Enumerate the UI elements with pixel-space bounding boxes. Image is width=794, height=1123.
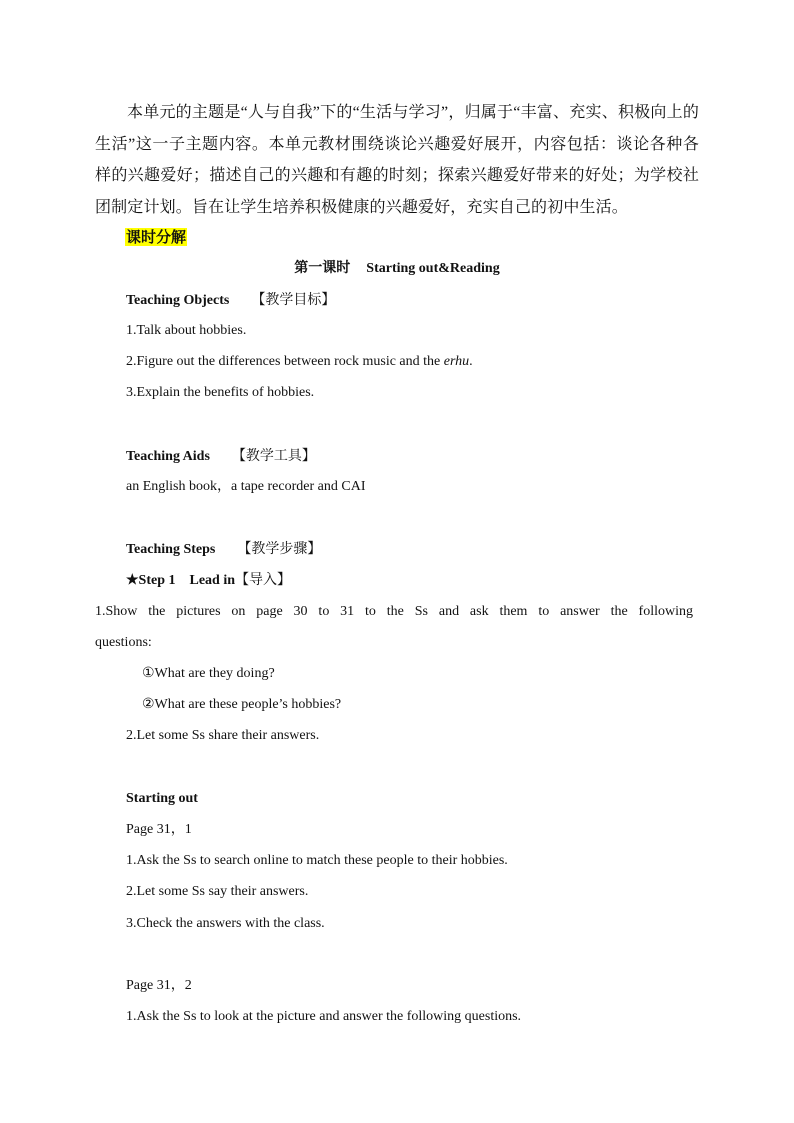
step1-item1-line2: questions: — [95, 635, 152, 650]
aids-text: an English book，a tape recorder and CAI — [126, 479, 366, 494]
objects-item-2-text: 2.Figure out the differences between rock music and the — [126, 354, 444, 369]
intro-paragraph: 本单元的主题是“人与自我”下的“生活与学习”，归属于“丰富、充实、积极向上的生活”这一子主题内容。本单元教材围绕谈论兴趣爱好展开，内容包括：谈论各种各样的兴趣爱好；描述自己的兴趣和有趣的时刻；探索兴趣爱好带来的好处；为学校社团制定计划。旨在让学生培养积极健康的兴趣爱好，充实自己的初中生活。 — [95, 104, 699, 216]
steps-heading-en: Teaching Steps — [126, 542, 216, 557]
objects-heading — [126, 290, 335, 311]
step1-heading-cn: 【导入】 — [235, 572, 292, 588]
objects-item-2-italic: erhu — [443, 354, 470, 369]
highlighted-label: 课时分解 — [126, 228, 187, 246]
objects-heading-en: Teaching Objects — [126, 293, 230, 308]
page-ref-2: Page 31，2 — [126, 978, 192, 993]
objects-heading-cn: 【教学目标】 — [251, 292, 336, 308]
page-ref-1: Page 31，1 — [126, 822, 192, 837]
starting-item-2: 2.Let some Ss say their answers. — [126, 884, 309, 899]
section-label — [125, 227, 187, 249]
step1-item1-line1: 1.Show the pictures on page 30 to 31 to the Ss and ask them to answer the following — [95, 604, 693, 619]
aids-heading — [126, 446, 316, 467]
steps-heading-cn: 【教学步骤】 — [237, 541, 322, 557]
starting-item-3: 3.Check the answers with the class. — [126, 916, 325, 931]
objects-item-3: 3.Explain the benefits of hobbies. — [126, 385, 315, 400]
question-1: ①What are they doing? — [142, 666, 275, 681]
lesson-title — [0, 258, 794, 279]
starting-item-4: 1.Ask the Ss to look at the picture and answer the following questions. — [126, 1009, 522, 1024]
question-2: ②What are these people’s hobbies? — [142, 697, 342, 712]
step1-heading — [126, 570, 291, 591]
starting-item-1: 1.Ask the Ss to search online to match these people to their hobbies. — [126, 853, 508, 868]
lesson-title-en: Starting out&Reading — [366, 261, 500, 276]
objects-item-2-end: . — [469, 354, 473, 369]
aids-heading-en: Teaching Aids — [126, 449, 210, 464]
objects-item-1: 1.Talk about hobbies. — [126, 323, 247, 338]
objects-item-2 — [126, 352, 473, 372]
step1-item2: 2.Let some Ss share their answers. — [126, 728, 320, 743]
step1-heading-en: ★Step 1 Lead in — [126, 573, 236, 588]
aids-heading-cn: 【教学工具】 — [231, 448, 316, 464]
starting-out-heading: Starting out — [126, 791, 198, 806]
lesson-title-cn: 第一课时 — [294, 260, 351, 276]
steps-heading — [126, 539, 321, 560]
